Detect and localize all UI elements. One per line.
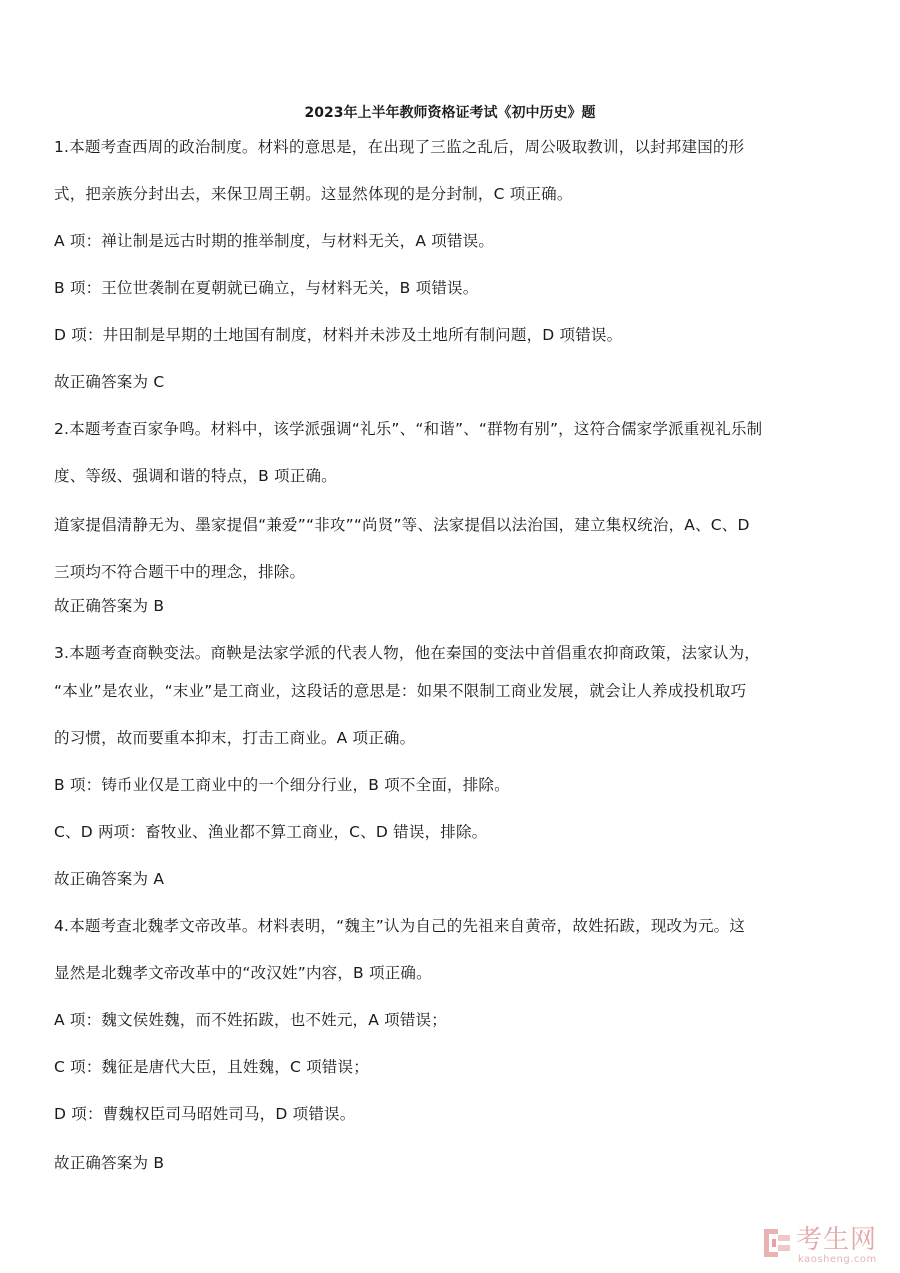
- answer-line: B 项：王位世袭制在夏朝就已确立，与材料无关，B 项错误。: [54, 279, 479, 297]
- answer-line: 2.本题考查百家争鸣。材料中，该学派强调“礼乐”、“和谐”、“群物有别”，这符合儒家学派重视礼乐制: [54, 420, 763, 438]
- answer-line: A 项：魏文侯姓魏，而不姓拓跋，也不姓元，A 项错误；: [54, 1011, 447, 1029]
- answer-conclusion: 故正确答案为 B: [54, 1154, 165, 1172]
- answer-line: 三项均不符合题干中的理念，排除。: [54, 563, 306, 581]
- answer-line: A 项：禅让制是远古时期的推举制度，与材料无关，A 项错误。: [54, 232, 495, 250]
- answer-line: C 项：魏征是唐代大臣，且姓魏，C 项错误；: [54, 1058, 369, 1076]
- answer-conclusion: 故正确答案为 A: [54, 870, 165, 888]
- answer-line: C、D 两项：畜牧业、渔业都不算工商业，C、D 错误，排除。: [54, 823, 488, 841]
- answer-line: 道家提倡清静无为、墨家提倡“兼爱”“非攻”“尚贤”等、法家提倡以法治国，建立集权统治，A、C、D: [54, 516, 750, 534]
- answer-line: D 项：井田制是早期的土地国有制度，材料并未涉及土地所有制问题，D 项错误。: [54, 326, 623, 344]
- answer-conclusion: 故正确答案为 B: [54, 597, 165, 615]
- answer-line: 1.本题考查西周的政治制度。材料的意思是，在出现了三监之乱后，周公吸取教训，以封邦建国的形: [54, 138, 745, 156]
- answer-line: 度、等级、强调和谐的特点，B 项正确。: [54, 467, 337, 485]
- watermark: [762, 1225, 892, 1267]
- answer-conclusion: 故正确答案为 C: [54, 373, 165, 391]
- page-title: 2023年上半年教师资格证考试《初中历史》题: [304, 105, 596, 121]
- answer-line: “本业”是农业，“末业”是工商业，这段话的意思是：如果不限制工商业发展，就会让人养成投机取巧: [54, 682, 747, 700]
- watermark-url: kaosheng.com: [798, 1254, 877, 1265]
- answer-line: D 项：曹魏权臣司马昭姓司马，D 项错误。: [54, 1105, 356, 1123]
- answer-line: 的习惯，故而要重本抑末，打击工商业。A 项正确。: [54, 729, 416, 747]
- watermark-name: 考生网: [796, 1225, 878, 1255]
- answer-line: 3.本题考查商鞅变法。商鞅是法家学派的代表人物，他在秦国的变法中首倡重农抑商政策，法家认为，: [54, 644, 760, 662]
- answer-line: B 项：铸币业仅是工商业中的一个细分行业，B 项不全面，排除。: [54, 776, 510, 794]
- answer-line: 式，把亲族分封出去，来保卫周王朝。这显然体现的是分封制，C 项正确。: [54, 185, 573, 203]
- answer-line: 4.本题考查北魏孝文帝改革。材料表明，“魏主”认为自己的先祖来自黄帝，故姓拓跋，现改为元。这: [54, 917, 746, 935]
- kaosheng-logo-icon: [762, 1227, 792, 1259]
- answer-line: 显然是北魏孝文帝改革中的“改汉姓”内容，B 项正确。: [54, 964, 432, 982]
